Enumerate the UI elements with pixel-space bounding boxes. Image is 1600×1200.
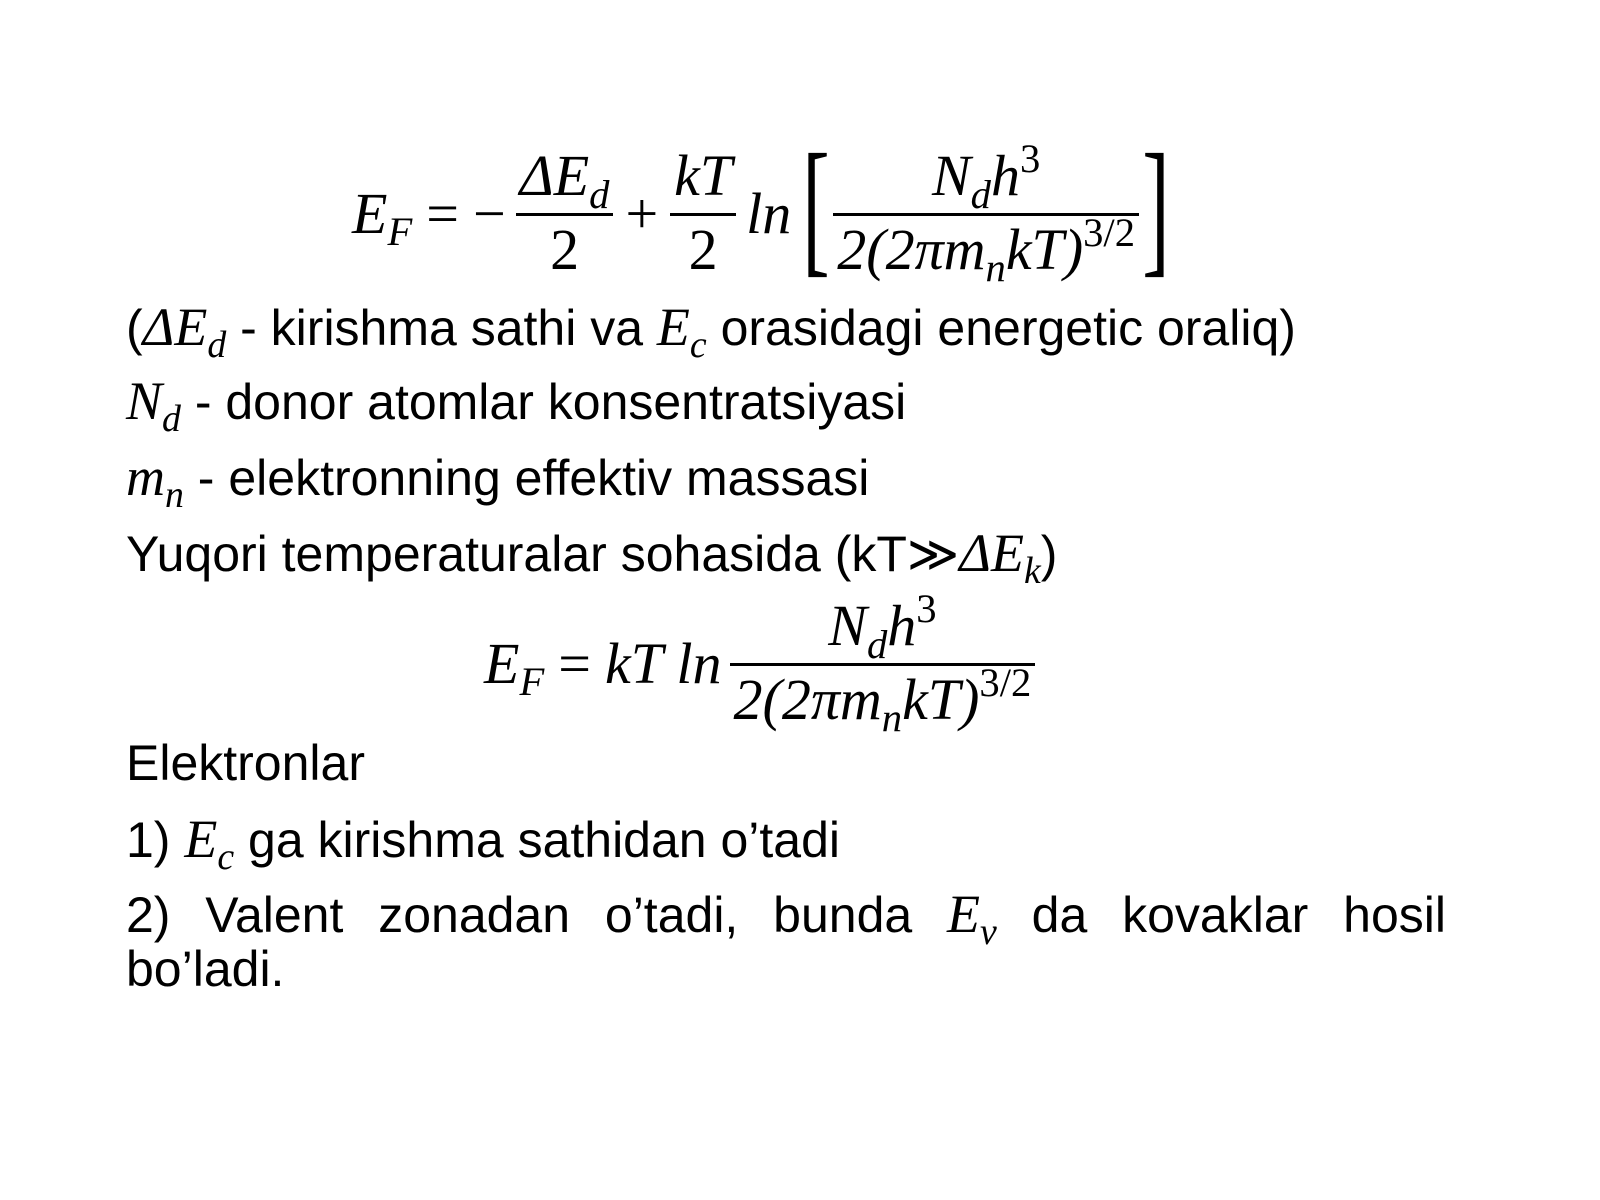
- density-fraction: $\frac{N_dh^3}{2(2\pi m_nkT)^{3/2}}$: [833, 144, 1139, 283]
- density-fraction: $\frac{N_dh^3}{2(2\pi m_nkT)^{3/2}}$: [730, 594, 1036, 733]
- delta-ed-fraction: $\frac{\Delta E_d}{2}$: [516, 144, 614, 283]
- ef-symbol: $E_F$: [352, 180, 413, 255]
- high-temperature-equation: [484, 586, 1043, 741]
- fermi-level-equation: [352, 124, 1171, 291]
- mn-definition: $m_n$ - elektronning effektiv massasi: [126, 447, 870, 517]
- list-item-1: 1) $E_c$ ga kirishma sathidan o’tadi: [126, 809, 841, 879]
- nd-definition: $N_d$ - donor atomlar konsentratsiyasi: [126, 371, 907, 441]
- ln-function: ln: [746, 180, 792, 246]
- equals-sign: =: [426, 180, 459, 246]
- plus-sign: +: [625, 180, 659, 246]
- right-bracket: ]: [1142, 124, 1170, 290]
- kt-fraction: $\frac{kT}{2}$: [670, 144, 736, 283]
- list-item-2: 2) Valent zonadan o’tadi, bunda $E_v$ da kovaklar hosil bo’ladi.: [126, 884, 1446, 998]
- minus-sign: −: [472, 180, 506, 246]
- high-temperature-condition: Yuqori temperaturalar sohasida $(kT≫\Delta E_k)$: [126, 523, 1058, 593]
- delta-ed-definition: ($\Delta E_d$ - kirishma sathi va $E_c$ orasidagi energetic oraliq): [126, 297, 1296, 367]
- equals-sign: =: [558, 630, 591, 696]
- ef-symbol: $E_F$: [484, 630, 545, 705]
- kt-ln: kT ln: [604, 630, 722, 696]
- left-bracket: [: [802, 124, 831, 290]
- electrons-heading: Elektronlar: [126, 735, 365, 791]
